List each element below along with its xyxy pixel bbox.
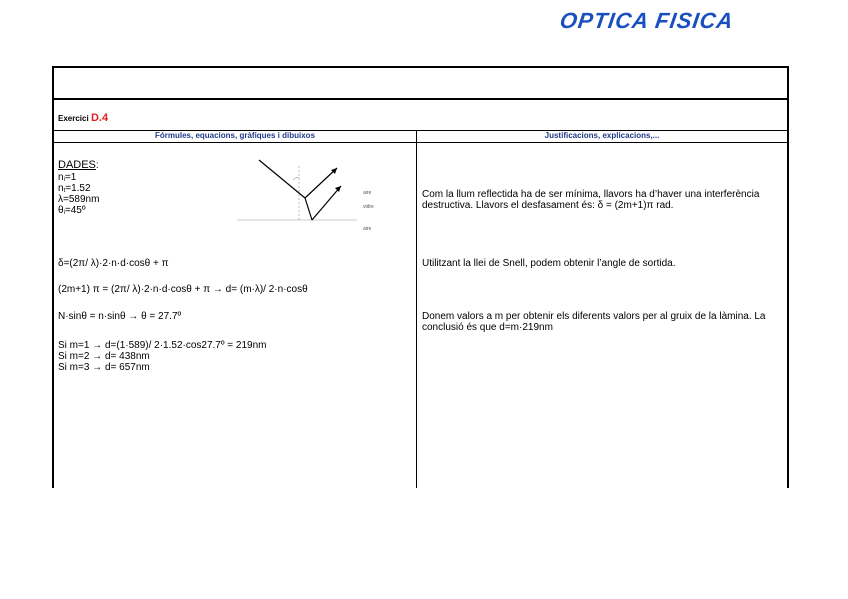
exercise-row (54, 100, 787, 131)
explanation-snell: Utilitzant la llei de Snell, podem obtenir l’angle de sortida. (422, 258, 676, 269)
title-band (54, 68, 787, 100)
dades-ni-value: =1 (64, 172, 77, 183)
label-air-top: aire (363, 190, 372, 196)
column-headers (54, 131, 787, 143)
dades-colon: : (95, 160, 99, 171)
result-m2: Si m=2 → d= 438nm (58, 351, 150, 362)
label-air-bottom: aire (363, 226, 372, 232)
reflected-ray-2 (312, 186, 341, 220)
brand-logo: OPTICA FISICA (558, 8, 736, 33)
refracted-ray (305, 198, 312, 220)
dades-nt-value: =1.52 (65, 183, 91, 194)
reflected-ray-1 (305, 168, 337, 198)
exercise-number: D.4 (90, 112, 109, 124)
ray-diagram (237, 156, 397, 236)
dades-ni: $n_i=1$ (58, 172, 77, 183)
angle-arc (293, 177, 299, 180)
label-glass: vidre (363, 204, 374, 210)
column-divider (416, 131, 417, 488)
explanation-values: Donem valors a m per obtenir els diferents valors per al gruix de la làmina. La conclusió és que d=m·219nm (422, 311, 766, 333)
dades-nt: $n_t=1.52$ (58, 183, 91, 194)
result-m1: Si m=1 → d=(1·589)/ 2·1.52·cos27.7º = 219nm (58, 340, 267, 351)
result-m3: Si m=3 → d= 657nm (58, 362, 150, 373)
exercise-label (58, 112, 108, 124)
dades-title: DADES (58, 159, 96, 171)
exercise-sheet (52, 66, 789, 488)
dades-lambda: λ=589nm (58, 194, 100, 205)
formula-thickness: (2m+1) π = (2π/ λ)·2·n·d·cosθ + π → d= (m·λ)/ 2·n·cosθ (58, 284, 308, 295)
header-explanations: Justificacions, explicacions,... (544, 131, 660, 140)
header-formulas: Fórmules, equacions, gràfiques i dibuixos (154, 131, 316, 140)
exercise-prefix: Exercici (58, 114, 89, 123)
formula-phase: δ=(2π/ λ)·2·n·d·cosθ + π (58, 258, 169, 269)
incident-ray (259, 160, 305, 198)
dades-heading (58, 160, 99, 171)
dades-theta-value: =45º (64, 205, 86, 216)
explanation-destructive: Com la llum reflectida ha de ser mínima, llavors ha d’haver una interferència destructiva. Llavors el desfasament és: δ = (2m+1)π rad. (422, 189, 760, 211)
dades-theta: $\theta_i=45º$ (58, 205, 86, 216)
formula-snell: N·sinθ = n·sinθ → θ = 27.7º (58, 311, 182, 322)
